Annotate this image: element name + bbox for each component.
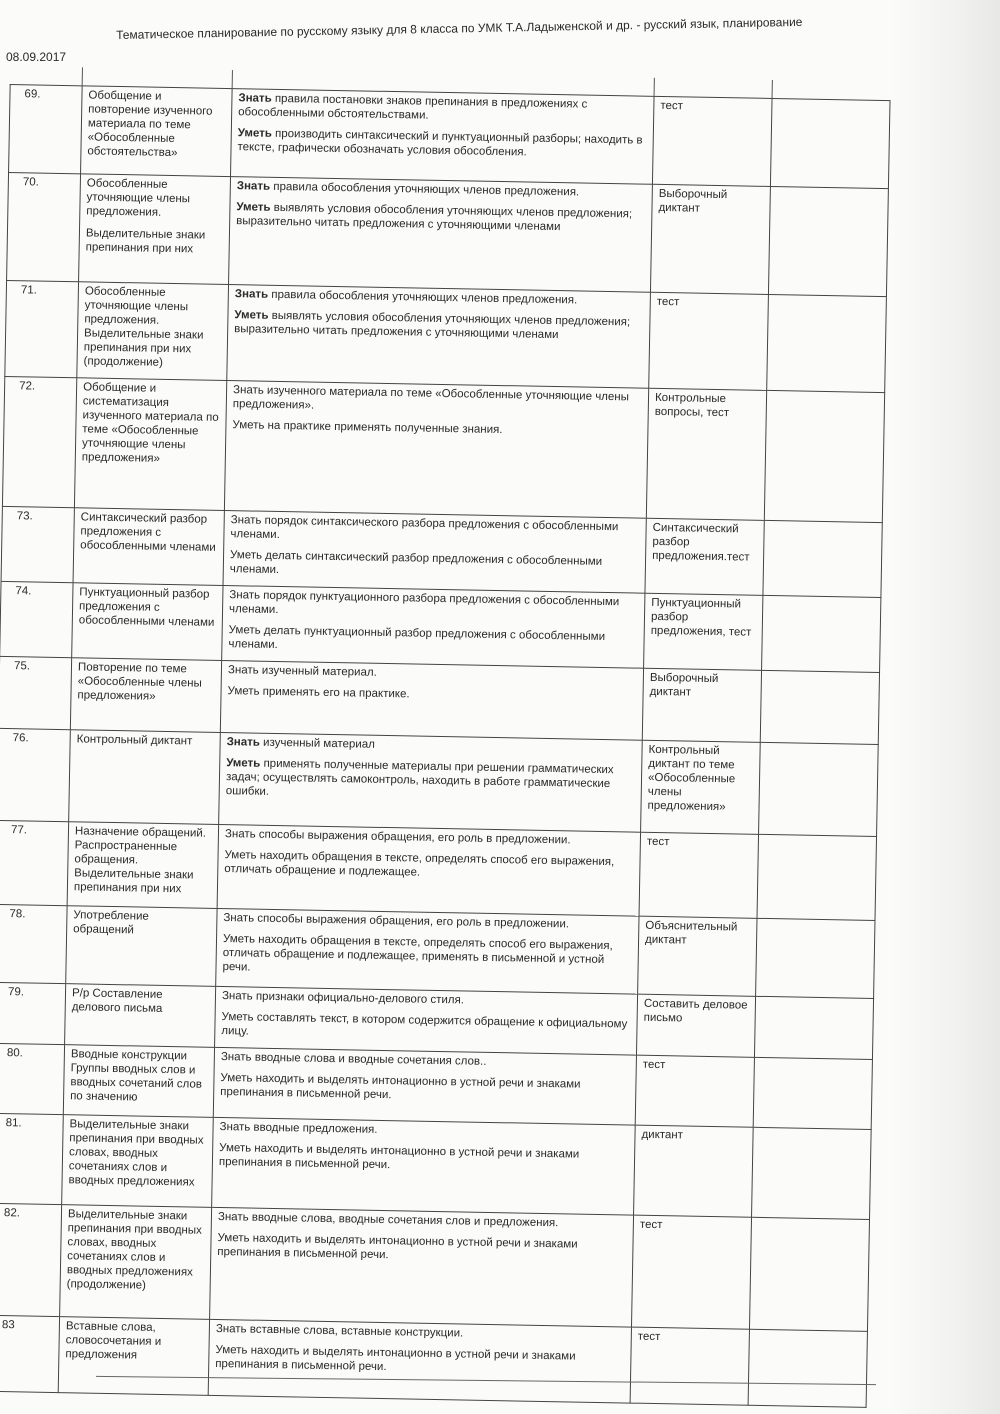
can-text: Уметь находить и выделять интонационно в устной речи и знаками препинания в письменной речи. xyxy=(220,1072,581,1102)
requirements-cell xyxy=(227,285,651,389)
know-requirement xyxy=(228,663,637,684)
print-date: 08.09.2017 xyxy=(6,50,67,64)
notes-cell xyxy=(760,670,879,744)
know-requirement xyxy=(219,1120,628,1141)
can-text: выявлять условия обособления уточняющих членов предложения; выразительно читать предложения с уточняющими членами xyxy=(234,309,631,342)
lesson-number: 80. xyxy=(0,1043,65,1114)
know-text: Знать порядок пунктуационного разбора предложения с обособленными членами. xyxy=(228,589,620,617)
know-requirement xyxy=(230,513,639,548)
can-text: Уметь находить обращения в тексте, определять способ его выражения, отличать обращение и подлежащее. xyxy=(224,849,615,879)
lesson-topic-cell xyxy=(70,658,221,733)
table-row xyxy=(0,1315,867,1407)
know-text: Знать способы выражения обращения, его роль в предложении. xyxy=(223,912,570,931)
control-form: Контрольные вопросы, тест xyxy=(646,388,766,520)
control-form: тест xyxy=(635,1055,754,1127)
control-form: Объяснительный диктант xyxy=(638,916,757,996)
lesson-topic-extra: Выделительные знаки препинания при них xyxy=(85,227,206,256)
lesson-number: 82. xyxy=(0,1203,62,1316)
page-header xyxy=(0,14,1000,66)
lesson-topic-cell xyxy=(66,906,217,987)
know-requirement xyxy=(238,91,647,126)
requirements-cell xyxy=(208,1319,631,1403)
know-requirement xyxy=(223,911,632,932)
requirements-cell xyxy=(213,1047,636,1125)
control-form: диктант xyxy=(634,1125,754,1217)
can-requirement xyxy=(227,684,636,705)
control-form: тест xyxy=(639,832,759,918)
can-text: Уметь находить обращения в тексте, определять способ его выражения, отличать обращение и подлежащее, применять в письменной и устной речи. xyxy=(222,933,613,974)
control-form: Контрольный диктант по теме «Обособленные члены предложения» xyxy=(641,740,761,834)
know-text: Знать признаки официально-делового стиля. xyxy=(221,990,465,1007)
know-requirement xyxy=(233,383,642,418)
planning-table-body xyxy=(0,85,890,1408)
notes-cell xyxy=(764,390,884,522)
table-row xyxy=(2,376,884,522)
can-text: Уметь находить и выделять интонационно в устной речи и знаками препинания в письменной речи. xyxy=(218,1142,580,1172)
table-row xyxy=(5,280,887,392)
lesson-topic-cell xyxy=(65,984,216,1048)
lesson-number: 83 xyxy=(0,1315,60,1392)
lesson-topic-cell xyxy=(74,378,226,511)
lesson-topic: Выделительные знаки препинания при вводных словах, вводных сочетаниях слов и вводных предложениях (продолжение) xyxy=(66,1208,202,1292)
lesson-topic: Выделительные знаки препинания при вводных словах, вводных сочетаниях слов и вводных предложениях xyxy=(68,1118,204,1189)
notes-cell xyxy=(762,595,881,672)
can-requirement xyxy=(237,126,646,161)
requirements-cell xyxy=(224,381,648,519)
lesson-number: 81. xyxy=(0,1113,63,1204)
lesson-number: 71. xyxy=(5,280,79,377)
requirements-cell xyxy=(231,89,655,185)
can-text: Уметь составлять текст, в котором содержится обращение к официальному лицу. xyxy=(221,1011,628,1038)
know-requirement xyxy=(216,1322,625,1343)
requirements-cell xyxy=(210,1207,634,1327)
know-requirement xyxy=(218,1210,627,1231)
lesson-number: 72. xyxy=(2,376,76,507)
notes-cell xyxy=(770,98,890,188)
table-row xyxy=(0,1203,870,1331)
lesson-number: 78. xyxy=(0,904,67,983)
notes-cell xyxy=(767,294,887,392)
table-row xyxy=(0,820,877,920)
control-form: Выборочный диктант xyxy=(650,184,770,294)
notes-cell xyxy=(763,520,882,597)
lesson-topic-cell xyxy=(77,282,229,381)
table-row xyxy=(7,172,889,296)
document-title: Тематическое планирование по русскому языку для 8 класса по УМК Т.А.Ладыженской и др. - русский язык, планирование xyxy=(116,14,803,42)
lesson-topic: Вводные конструкции Группы вводных слов и вводных сочетаний слов по значению xyxy=(70,1048,203,1104)
notes-cell xyxy=(749,1217,869,1331)
can-text: Уметь делать синтаксический разбор предложения с обособленными членами. xyxy=(229,549,603,577)
lesson-number: 69. xyxy=(9,85,83,174)
know-text: Знать способы выражения обращения, его роль в предложении. xyxy=(224,828,571,847)
can-requirement xyxy=(217,1231,626,1266)
table-row xyxy=(0,1113,871,1219)
can-requirement xyxy=(230,548,639,583)
know-text: правила обособления уточняющих членов предложения. xyxy=(267,288,578,307)
control-form: тест xyxy=(631,1215,751,1329)
can-requirement xyxy=(236,200,645,235)
can-requirement xyxy=(215,1343,624,1378)
lesson-topic: Обобщение и повторение изученного материала по теме «Обособленные обстоятельства» xyxy=(87,89,213,160)
can-requirement xyxy=(226,756,636,805)
know-requirement xyxy=(237,179,646,200)
lesson-topic: Обособленные уточняющие члены предложения. Выделительные знаки препинания при них (продолжение) xyxy=(83,285,204,369)
table-row xyxy=(9,85,890,189)
know-text: изученный материал xyxy=(259,736,375,751)
requirements-cell xyxy=(219,732,643,832)
can-label: Уметь xyxy=(236,201,271,214)
control-form: Пунктуационный разбор предложения, тест xyxy=(644,593,763,670)
control-form: Выборочный диктант xyxy=(642,668,761,742)
know-text: Знать порядок синтаксического разбора предложения с обособленными членами. xyxy=(230,514,619,542)
can-requirement xyxy=(234,308,643,343)
lesson-topic-cell xyxy=(81,86,233,177)
requirements-cell xyxy=(216,908,639,994)
lesson-topic: Обобщение и систематизация изученного материала по теме «Обособленные уточняющие члены предложения» xyxy=(81,381,219,465)
can-text: производить синтаксический и пунктуационный разборы; находить в тексте, графически обозначать условия обособления. xyxy=(237,127,643,159)
control-form: тест xyxy=(649,292,769,390)
lesson-topic-cell xyxy=(58,1317,209,1396)
know-requirement xyxy=(222,989,631,1010)
lesson-topic-cell xyxy=(72,583,223,661)
can-label: Уметь xyxy=(237,127,272,140)
table-row xyxy=(0,728,878,836)
lesson-topic: Контрольный диктант xyxy=(76,733,193,748)
notes-cell xyxy=(752,1127,872,1219)
know-text: Знать изученный материал. xyxy=(227,664,377,679)
control-form: тест xyxy=(630,1327,749,1405)
lesson-topic: Употребление обращений xyxy=(73,909,149,937)
know-requirement xyxy=(227,735,636,756)
can-requirement xyxy=(219,1141,628,1176)
lesson-number: 76. xyxy=(0,728,70,821)
can-text: применять полученные материалы при решении грамматических задач; осуществлять самоконтроль, находить в работе грамматические ошибки. xyxy=(225,757,614,798)
can-requirement xyxy=(220,1071,629,1106)
control-form: Синтаксический разбор предложения.тест xyxy=(645,518,764,595)
requirements-cell xyxy=(229,177,653,293)
requirements-cell xyxy=(222,585,645,668)
know-text: правила обособления уточняющих членов предложения. xyxy=(269,180,580,199)
can-requirement xyxy=(228,623,637,658)
can-requirement xyxy=(232,418,641,439)
know-requirement xyxy=(221,1050,630,1071)
know-text: правила постановки знаков препинания в предложениях с обособленными обстоятельствами. xyxy=(238,92,588,122)
requirements-cell xyxy=(212,1117,636,1215)
notes-cell xyxy=(757,834,877,920)
notes-cell xyxy=(748,1329,867,1407)
lesson-topic-cell xyxy=(63,1045,214,1118)
know-text: Знать изученного материала по теме «Обособленные уточняющие члены предложения». xyxy=(232,384,630,412)
requirements-cell xyxy=(223,511,646,594)
know-text: Знать вставные слова, вставные конструкции. xyxy=(215,1322,464,1340)
know-requirement xyxy=(225,827,634,848)
notes-cell xyxy=(756,918,875,998)
know-label: Знать xyxy=(234,288,269,301)
lesson-topic: Синтаксический разбор предложения с обособленными членами xyxy=(80,511,216,554)
can-requirement xyxy=(222,932,632,981)
can-text: Уметь на практике применять полученные знания. xyxy=(232,419,503,437)
planning-sheet xyxy=(0,66,890,1408)
can-text: Уметь применять его на практике. xyxy=(227,685,410,701)
control-form: тест xyxy=(652,96,772,186)
lesson-topic-cell xyxy=(60,1205,212,1320)
requirements-cell xyxy=(217,824,640,916)
can-text: выявлять условия обособления уточняющих членов предложения; выразительно читать предложения с уточняющими членами xyxy=(236,201,633,234)
know-label: Знать xyxy=(236,180,271,193)
lesson-topic-cell xyxy=(62,1115,214,1208)
scan-shadow xyxy=(890,0,1000,1414)
planning-table xyxy=(0,84,891,1408)
lesson-topic: Пунктуационный разбор предложения с обособленными членами xyxy=(78,586,215,629)
can-label: Уметь xyxy=(226,757,261,770)
lesson-topic: Повторение по теме «Обособленные члены предложения» xyxy=(77,661,202,703)
lesson-number: 70. xyxy=(7,172,81,281)
can-requirement xyxy=(224,848,633,883)
control-form: Составить деловое письмо xyxy=(636,994,755,1057)
can-requirement xyxy=(221,1010,630,1045)
know-label: Знать xyxy=(238,92,272,105)
lesson-topic-cell xyxy=(67,822,219,909)
lesson-number: 77. xyxy=(0,820,69,905)
can-text: Уметь находить и выделять интонационно в устной речи и знаками препинания в письменной речи. xyxy=(215,1343,576,1374)
lesson-topic-cell xyxy=(79,174,231,285)
lesson-number: 73. xyxy=(1,506,74,582)
lesson-topic: Р/р Составление делового письма xyxy=(71,987,163,1015)
know-label: Знать xyxy=(226,736,261,749)
know-text: Знать вводные слова, вводные сочетания слов и предложения. xyxy=(217,1211,559,1230)
know-requirement xyxy=(229,588,638,623)
notes-cell xyxy=(768,186,888,296)
can-text: Уметь делать пунктуационный разбор предложения с обособленными членами. xyxy=(228,624,606,652)
know-requirement xyxy=(235,287,644,308)
know-text: Знать вводные предложения. xyxy=(219,1121,378,1136)
requirements-cell xyxy=(220,660,643,740)
can-label: Уметь xyxy=(234,309,269,322)
lesson-number: 75. xyxy=(0,656,72,729)
lesson-number: 74. xyxy=(0,581,73,657)
notes-cell xyxy=(759,742,879,836)
notes-cell xyxy=(754,996,873,1059)
lesson-number: 79. xyxy=(0,982,66,1044)
know-text: Знать вводные слова и вводные сочетания слов.. xyxy=(220,1051,487,1068)
notes-cell xyxy=(753,1057,872,1129)
requirements-cell xyxy=(215,986,638,1055)
lesson-topic-cell xyxy=(69,730,221,825)
lesson-topic: Вставные слова, словосочетания и предложения xyxy=(65,1320,162,1362)
lesson-topic: Обособленные уточняющие члены предложения. xyxy=(86,177,191,219)
lesson-topic-cell xyxy=(73,508,224,586)
can-text: Уметь находить и выделять интонационно в устной речи и знаками препинания в письменной речи. xyxy=(217,1232,578,1262)
lesson-topic: Назначение обращений. Распространенные обращения. Выделительные знаки препинания при них xyxy=(73,825,207,896)
